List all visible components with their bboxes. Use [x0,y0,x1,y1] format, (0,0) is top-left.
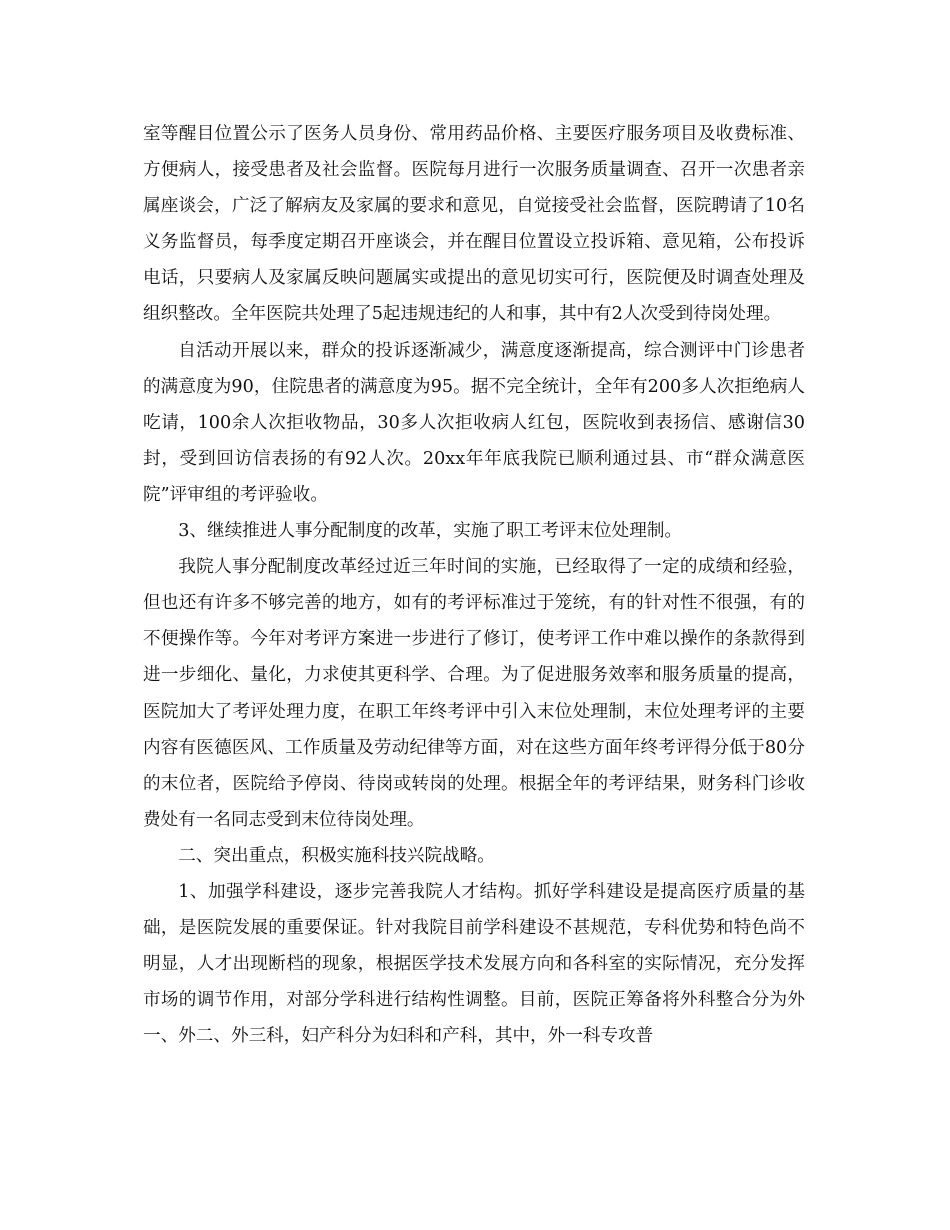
paragraph-3: 3、继续推进人事分配制度的改革，实施了职工考评末位处理制。 [178,521,683,542]
paragraph-6: 1、加强学科建设，逐步完善我院人才结构。抓好学科建设是提高医疗质量的基础，是医院发展的重要保证。针对我院目前学科建设不甚规范，专科优势和特色尚不明显，人才出现断档的现象，根据医学技术发展方向和各科室的实际情况，充分发挥市场的调节作用，对部分学科进行结构性调整。目前，医院正筹备将外科整合分为外一、外二、外三科，妇产科分为妇科和产科，其中，外一科专攻普 [143,881,805,1047]
paragraph-1: 室等醒目位置公示了医务人员身份、常用药品价格、主要医疗服务项目及收费标准、方便病人，接受患者及社会监督。医院每月进行一次服务质量调查、召开一次患者亲属座谈会，广泛了解病友及家属的要求和意见，自觉接受社会监督，医院聘请了10名义务监督员，每季度定期召开座谈会，并在醒目位置设立投诉箱、意见箱，公布投诉电话，只要病人及家属反映问题属实或提出的意见切实可行，医院便及时调查处理及组织整改。全年医院共处理了5起违规违纪的人和事，其中有2人次受到待岗处理。 [143,124,805,325]
document-body [143,116,805,1054]
paragraph-5: 二、突出重点，积极实施科技兴院战略。 [178,845,495,866]
paragraph-4: 我院人事分配制度改革经过近三年时间的实施，已经取得了一定的成绩和经验，但也还有许多不够完善的地方，如有的考评标准过于笼统，有的针对性不很强，有的不便操作等。今年对考评方案进一步进行了修订，使考评工作中难以操作的条款得到进一步细化、量化，力求使其更科学、合理。为了促进服务效率和服务质量的提高，医院加大了考评处理力度，在职工年终考评中引入末位处理制，末位处理考评的主要内容有医德医风、工作质量及劳动纪律等方面，对在这些方面年终考评得分低于80分的末位者，医院给予停岗、待岗或转岗的处理。根据全年的考评结果，财务科门诊收费处有一名同志受到末位待岗处理。 [143,557,805,830]
paragraph-2: 自活动开展以来，群众的投诉逐渐减少，满意度逐渐提高，综合测评中门诊患者的满意度为90，住院患者的满意度为95。据不完全统计，全年有200多人次拒绝病人吃请，100余人次拒收物品，30多人次拒收病人红包，医院收到表扬信、感谢信30封，受到回访信表扬的有92人次。20xx年年底我院已顺利通过县、市“群众满意医院”评审组的考评验收。 [143,340,805,505]
